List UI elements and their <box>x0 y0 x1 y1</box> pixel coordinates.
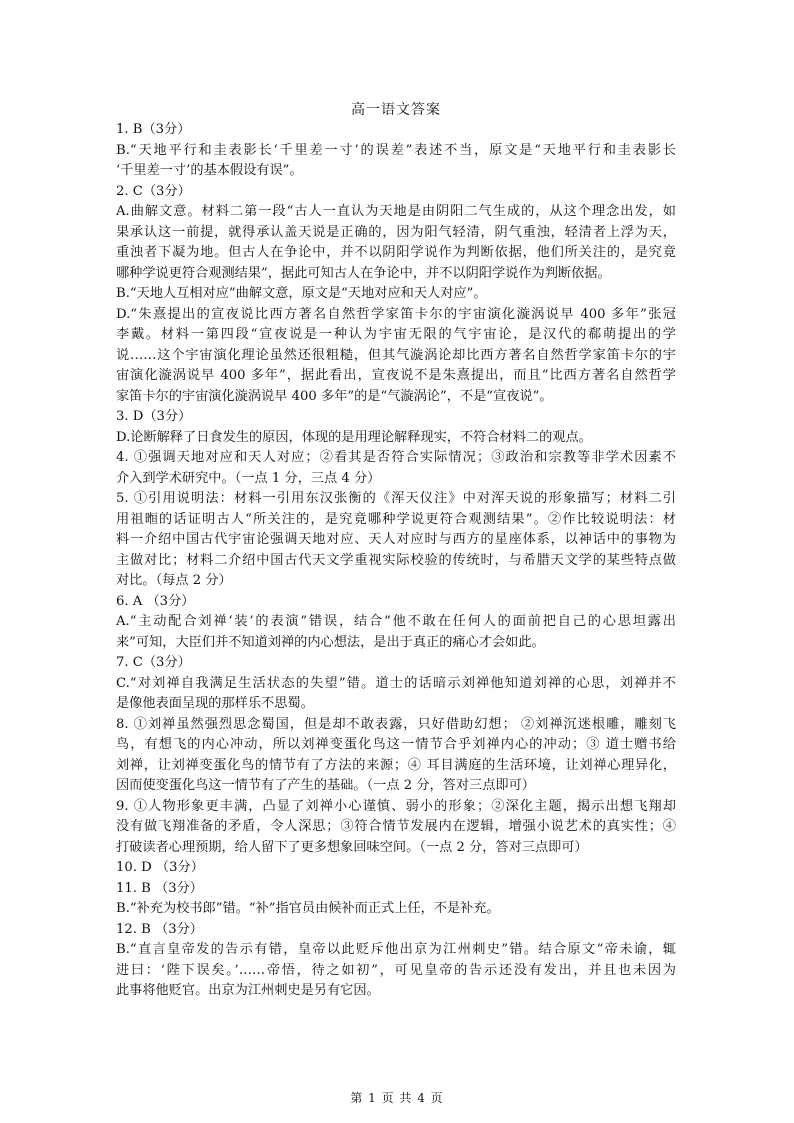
text-line: 没有做飞翔准备的矛盾，令人深思；③符合情节发展内在逻辑，增强小说艺术的真实性；④ <box>116 819 676 834</box>
text-line: 鸟，有想飞的内心冲动，所以刘禅变蛋化鸟这一情节合乎刘禅内心的冲动；③ 道士赠书给 <box>116 737 676 752</box>
text-line: 2. C（3分） <box>116 183 191 199</box>
text-line: 是像他表面呈现的那样乐不思蜀。 <box>116 696 314 711</box>
text-line: 5. ①引用说明法：材料一引用东汉张衡的《浑天仪注》中对浑天说的形象描写；材料二引 <box>116 491 676 506</box>
text-line: B.“补充为校书郎”错。“补”指官员由候补而正式上任，不是补充。 <box>116 901 500 916</box>
text-line: 宙演化漩涡说早 400 多年”，据此看出，宣夜说不是朱熹提出，而且“比西方著名自然哲学 <box>116 368 676 383</box>
text-line: 8. ①刘禅虽然强烈思念蜀国，但是却不敢表露，只好借助幻想； ②刘禅沉迷根雕，雕刻飞 <box>116 716 676 732</box>
text-line: 李戴。材料一第四段“宣夜说是一种认为宇宙无限的气宇宙论，是汉代的郗萌提出的学 <box>116 327 676 342</box>
page-title: 高一语文答案 <box>351 102 441 118</box>
text-line: 用祖暅的话证明古人“所关注的，是究竟哪种学说更符合观测结果”。②作比较说明法：材 <box>116 511 676 527</box>
text-line: 说……这个宇宙演化理论虽然还很粗糙，但其气漩涡论却比西方著名自然哲学家笛卡尔的宇 <box>116 347 676 363</box>
text-line: 打破读者心理预期，给人留下了更多想象回味空间。（一点 2 分，答对三点即可） <box>116 839 588 855</box>
text-line: 11. B （3分） <box>116 880 203 896</box>
text-line: 重浊者下凝为地。但古人在争论中，并不以阴阳学说作为判断依据，他们所关注的，是究竟 <box>116 245 676 260</box>
text-line: 6. A （3分） <box>116 593 195 609</box>
text-line: C.“对刘禅自我满足生活状态的失望”错。道士的话暗示刘禅他知道刘禅的心思，刘禅并不 <box>116 675 676 691</box>
page-footer: 第 1 页 共 4 页 <box>350 1091 444 1105</box>
text-line: 哪种学说更符合观测结果”，据此可知古人在争论中，并不以阴阳学说作为判断依据。 <box>116 265 611 281</box>
text-line: 对比。（每点 2 分） <box>116 573 232 588</box>
text-line: 因而使变蛋化鸟这一情节有了产生的基础。（一点 2 分，答对三点即可） <box>116 778 535 793</box>
text-line: B.“天地平行和圭表影长‘千里差一寸’的误差”表述不当，原文是“天地平行和圭表影长 <box>116 142 676 158</box>
text-line: 10. D （3分） <box>116 860 204 875</box>
text-line: 4. ①强调天地对应和天人对应；②看其是否符合实际情况；③政治和宗教等非学术因素不 <box>116 450 676 465</box>
text-line: A.“主动配合刘禅‘装’的表演”错误，结合“他不敢在任何人的面前把自己的心思坦露出 <box>116 614 676 629</box>
text-line: 果承认这一前提，就得承认盖天说是正确的，因为阳气轻清，阴气重浊，轻清者上浮为天， <box>116 224 676 240</box>
text-line: B.“天地人互相对应”曲解文意，原文是“天地对应和天人对应”。 <box>116 286 487 301</box>
text-line: 家笛卡尔的宇宙演化漩涡说早 400 多年”的是“气漩涡论”，不是“宣夜说”。 <box>116 388 553 404</box>
text-line: 主做对比；材料二介绍中国古代天文学重视实际校验的传统时，与希腊天文学的某些特点做 <box>116 552 676 568</box>
text-line: 刘禅，让刘禅变蛋化鸟的情节有了方法的来源；④ 耳目满庭的生活环境，让刘禅心理异化， <box>116 757 676 773</box>
text-line: 料一介绍中国古代宇宙论强调天地对应、天人对应时与西方的星座体系，以神话中的事物为 <box>116 532 676 547</box>
text-line: 来”可知，大臣们并不知道刘禅的内心想法，是出于真正的痛心才会如此。 <box>116 634 545 650</box>
text-line: D.论断解释了日食发生的原因，体现的是用理论解释现实，不符合材料二的观点。 <box>116 429 592 445</box>
answer-content <box>116 120 676 1002</box>
text-line: B.“直言皇帝发的告示有错，皇帝以此贬斥他出京为江州刺史”错。结合原文“帝未谕，辄 <box>116 942 676 957</box>
text-line: ‘千里差一寸’的基本假设有误”。 <box>116 163 303 178</box>
text-line: 介入到学术研究中。（一点 1 分，三点 4 分） <box>116 470 381 486</box>
text-line: 12. B （3分） <box>116 921 203 937</box>
text-line: A.曲解文意。材料二第一段“古人一直认为天地是由阴阳二气生成的，从这个理念出发，如 <box>116 204 676 219</box>
text-line: D.“朱熹提出的宣夜说比西方著名自然哲学家笛卡尔的宇宙演化漩涡说早 400 多年”张冠 <box>116 306 676 322</box>
text-line: 3. D（3分） <box>116 409 192 424</box>
text-line: 9. ①人物形象更丰满，凸显了刘禅小心谨慎、弱小的形象；②深化主题，揭示出想飞翔却 <box>116 798 676 814</box>
text-line: 此事将他贬官。出京为江州刺史是另有它因。 <box>116 983 380 998</box>
text-line: 1. B（3分） <box>116 122 191 137</box>
text-line: 进曰：‘陛下误矣。’……帝悟，待之如初”，可见皇帝的告示还没有发出，并且也未因为 <box>116 962 676 978</box>
text-line: 7. C（3分） <box>116 655 191 670</box>
